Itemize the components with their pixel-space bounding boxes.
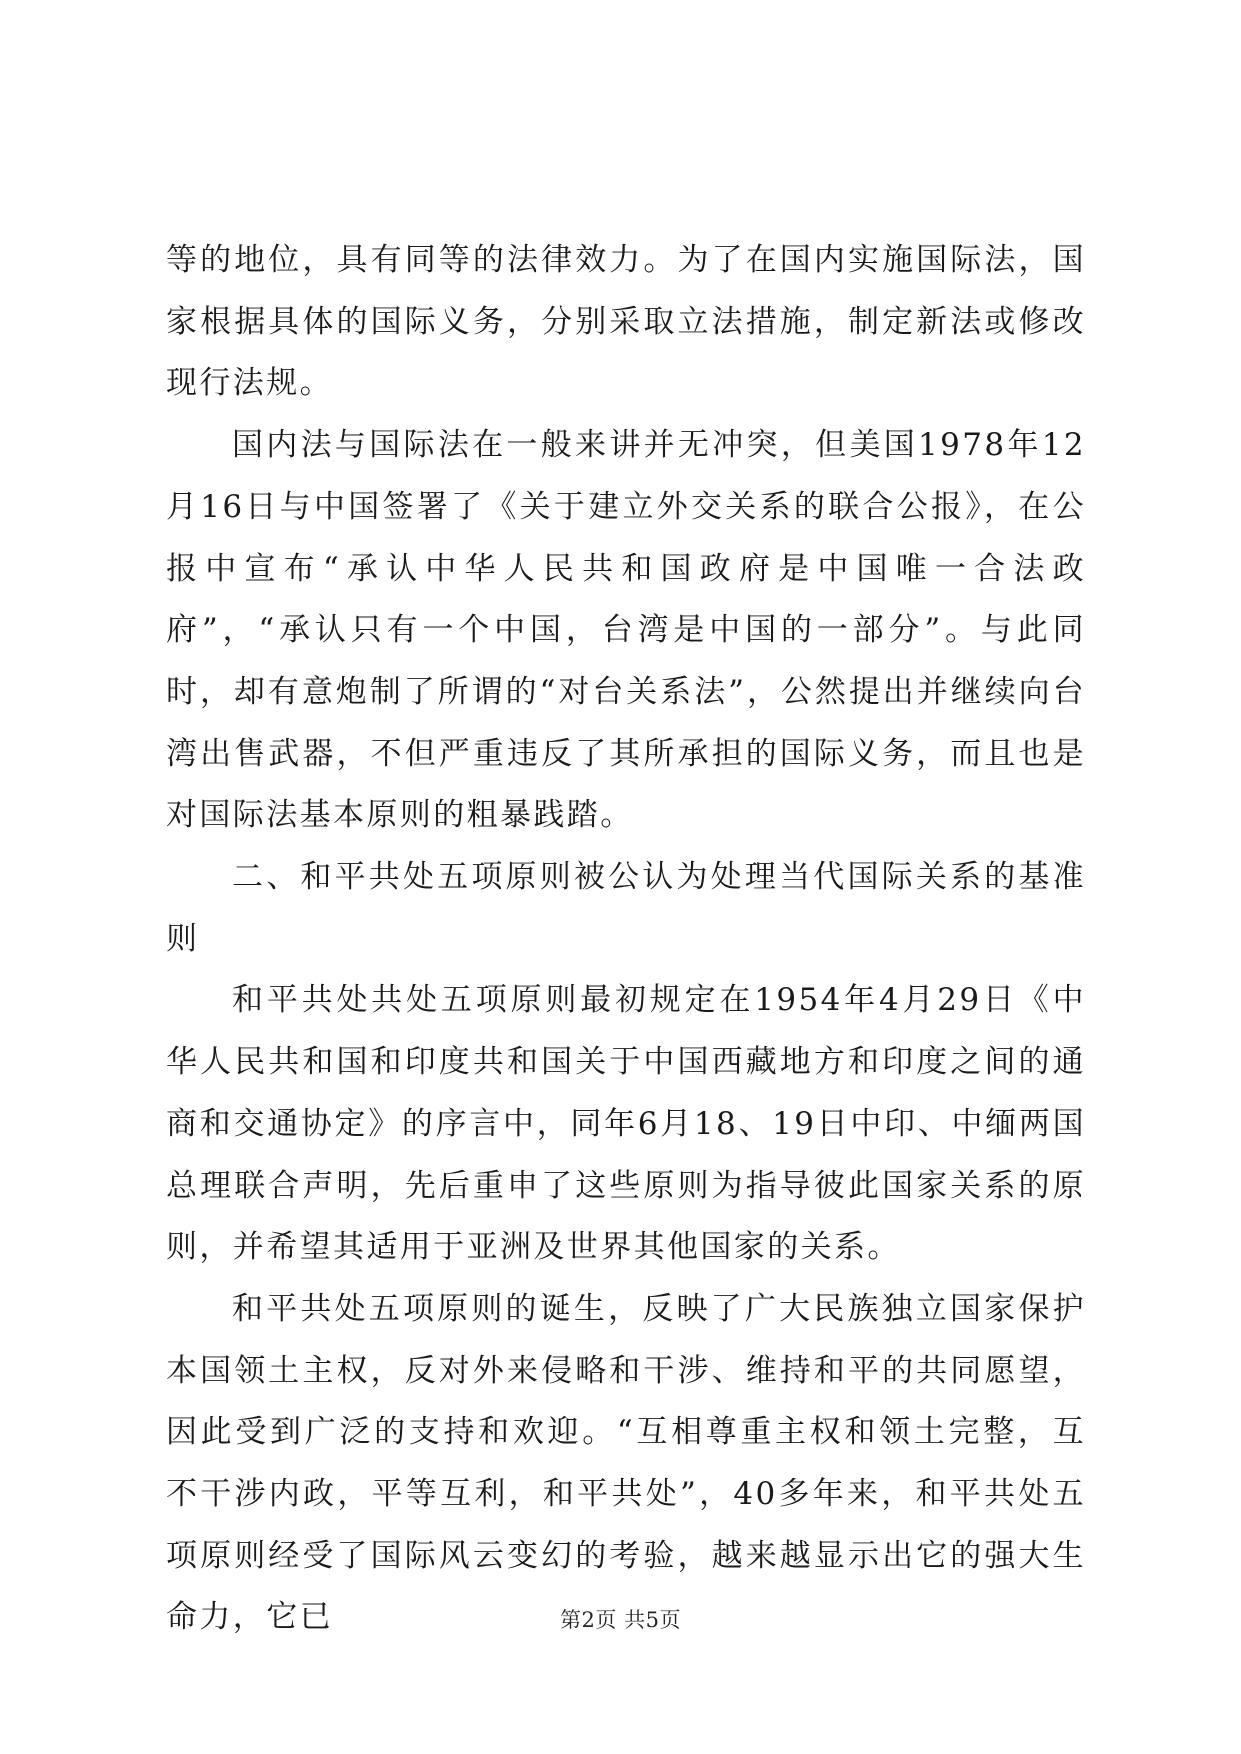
paragraph-five-principles-significance: 和平共处五项原则的诞生，反映了广大民族独立国家保护本国领土主权，反对外来侵略和干涉、维持和平的共同愿望，因此受到广泛的支持和欢迎。“互相尊重主权和领土完整，互不干涉内政，平等互利，和平共处”，40多年来，和平共处五项原则经受了国际风云变幻的考验，越来越显示出它的强大生命力，它已 [166,1290,1086,1636]
paragraph-continuation: 等的地位，具有同等的法律效力。为了在国内实施国际法，国家根据具体的国际义务，分别采取立法措施，制定新法或修改现行法规。 [166,242,1086,402]
paragraph-us-taiwan: 国内法与国际法在一般来讲并无冲突，但美国1978年12月16日与中国签署了《关于建立外交关系的联合公报》，在公报中宣布“承认中华人民共和国政府是中国唯一合法政府”，“承认只有一个中国，台湾是中国的一部分”。与此同时，却有意炮制了所谓的“对台关系法”，公然提出并继续向台湾出售武器，不但严重违反了其所承担的国际义务，而且也是对国际法基本原则的粗暴践踏。 [166,427,1086,834]
body-text [166,230,1086,1649]
page-footer: 第2页 共5页 [560,1608,681,1632]
paragraph-five-principles-origin: 和平共处共处五项原则最初规定在1954年4月29日《中华人民共和国和印度共和国关于中国西藏地方和印度之间的通商和交通协定》的序言中，同年6月18、19日中印、中缅两国总理联合声明，先后重申了这些原则为指导彼此国家关系的原则，并希望其适用于亚洲及世界其他国家的关系。 [166,982,1086,1266]
section-heading: 二、和平共处五项原则被公认为处理当代国际关系的基准则 [166,859,1086,957]
